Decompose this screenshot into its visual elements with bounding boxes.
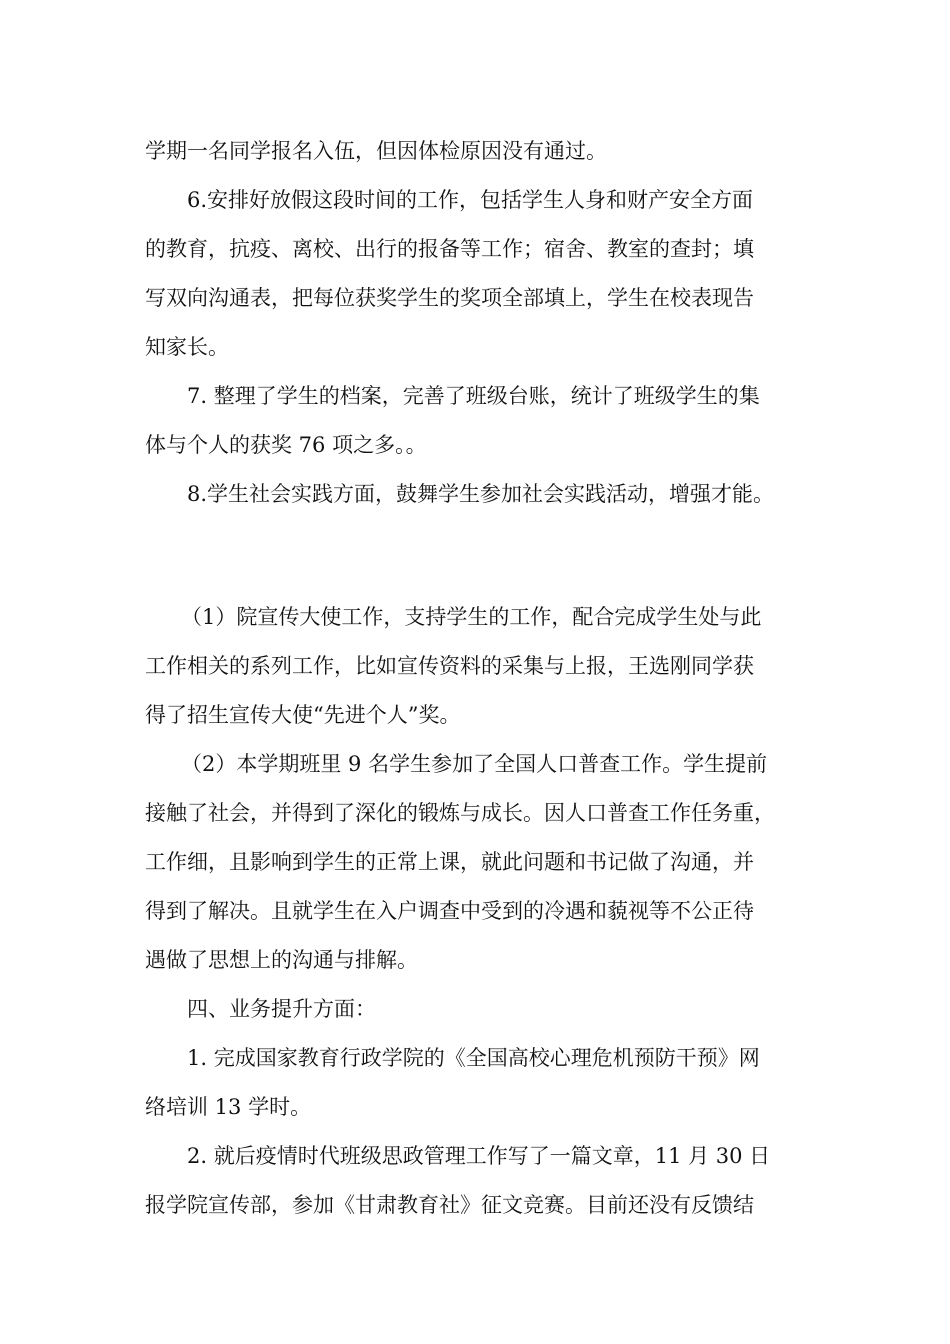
paragraph-gap [145, 519, 815, 593]
paragraph-line: 体与个人的获奖 76 项之多。。 [145, 433, 427, 457]
paragraph-line: 得了招生宣传大使“先进个人”奖。 [145, 703, 461, 727]
paragraph-line: （1）院宣传大使工作，支持学生的工作，配合完成学生处与此 [181, 605, 762, 629]
paragraph-line: 接触了社会，并得到了深化的锻炼与成长。因人口普查工作任务重， [145, 801, 775, 825]
paragraph-line: 知家长。 [145, 335, 229, 359]
paragraph-line: 写双向沟通表，把每位获奖学生的奖项全部填上，学生在校表现告 [145, 286, 754, 310]
paragraph-line: 学期一名同学报名入伍，但因体检原因没有通过。 [145, 139, 607, 163]
document-body [145, 127, 815, 1230]
paragraph-line: （2）本学期班里 9 名学生参加了全国人口普查工作。学生提前 [181, 752, 768, 776]
paragraph-line: 2. 就后疫情时代班级思政管理工作写了一篇文章，11 月 30 日 [187, 1144, 771, 1168]
section-heading: 四、业务提升方面： [187, 997, 376, 1021]
paragraph-line: 的教育，抗疫、离校、出行的报备等工作；宿舍、教室的查封；填 [145, 237, 754, 261]
paragraph-line: 1. 完成国家教育行政学院的《全国高校心理危机预防干预》网 [187, 1046, 760, 1070]
paragraph-line: 络培训 13 学时。 [145, 1095, 312, 1119]
paragraph-line: 得到了解决。且就学生在入户调查中受到的冷遇和藐视等不公正待 [145, 899, 754, 923]
paragraph-line: 报学院宣传部，参加《甘肃教育社》征文竞赛。目前还没有反馈结 [145, 1193, 754, 1217]
paragraph-line: 7. 整理了学生的档案，完善了班级台账，统计了班级学生的集 [187, 384, 760, 408]
paragraph-line: 工作细，且影响到学生的正常上课，就此问题和书记做了沟通，并 [145, 850, 754, 874]
paragraph-line: 8.学生社会实践方面，鼓舞学生参加社会实践活动，增强才能。 [187, 482, 775, 506]
paragraph-line: 遇做了思想上的沟通与排解。 [145, 948, 418, 972]
paragraph-line: 6.安排好放假这段时间的工作，包括学生人身和财产安全方面 [187, 188, 754, 212]
paragraph-line: 工作相关的系列工作，比如宣传资料的采集与上报，王选刚同学获 [145, 654, 754, 678]
